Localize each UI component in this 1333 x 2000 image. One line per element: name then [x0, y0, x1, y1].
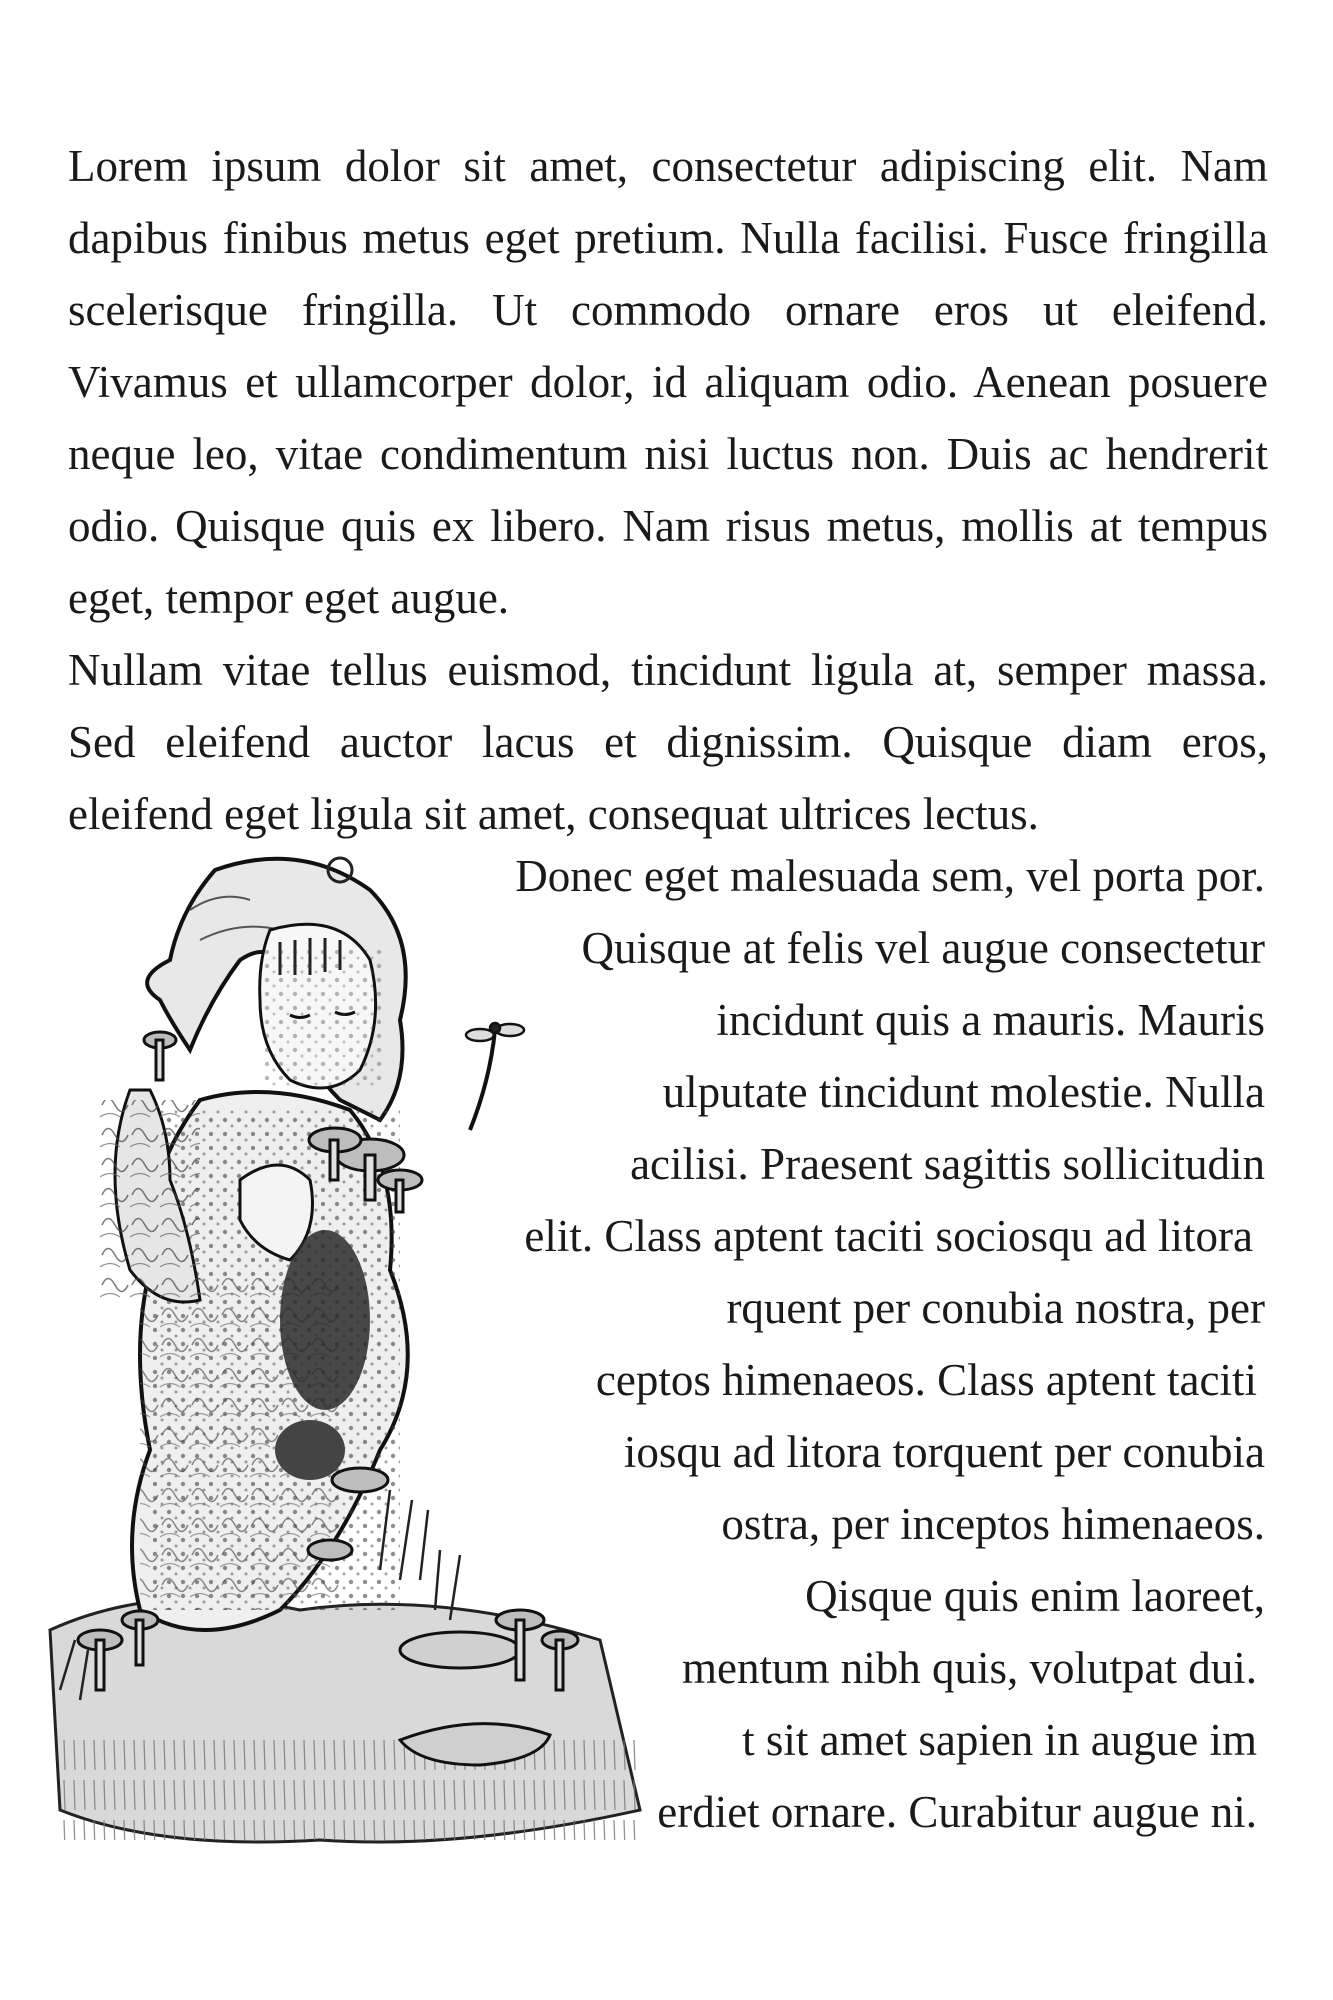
wrapped-line: ceptos himenaeos. Class aptent taciti	[595, 1355, 1257, 1405]
wrapped-line: elit. Class aptent taciti sociosqu ad litora	[524, 1211, 1253, 1261]
paragraph-1: Lorem ipsum dolor sit amet, consectetur adipiscing elit. Nam dapibus finibus metus eget pretium. Nulla facilisi. Fusce fringilla scelerisque fringilla. Ut commodo ornare eros ut eleifend. Vivamus et ullamcorper dolor, id aliquam odio. Aenean posuere neque leo, vitae condimentum nisi luctus non. Duis ac hendrerit odio. Quisque quis ex libero. Nam risus metus, mollis at tempus eget, tempor eget augue.	[68, 141, 1268, 623]
wrapped-line: mentum nibh quis, volutpat dui.	[682, 1643, 1257, 1693]
wrapped-line: acilisi. Praesent sagittis sollicitudin	[630, 1139, 1265, 1189]
wrapped-line: Donec eget malesuada sem, vel porta por.	[515, 851, 1265, 901]
wrapped-line: t sit amet sapien in augue im	[742, 1715, 1257, 1765]
wrapped-line: incidunt quis a mauris. Mauris	[716, 995, 1265, 1045]
wrapped-line: Qisque quis enim laoreet,	[805, 1571, 1265, 1621]
wrapped-line: iosqu ad litora torquent per conubia	[623, 1427, 1265, 1477]
girl-with-mushrooms-illustration	[40, 850, 680, 1860]
wrapped-line: ulputate tincidunt molestie. Nulla	[662, 1067, 1265, 1117]
dragonfly-icon	[466, 1023, 524, 1130]
paragraph-2: Nullam vitae tellus euismod, tincidunt ligula at, semper massa. Sed eleifend auctor lacus et dignissim. Quisque diam eros, eleifend eget ligula sit amet, consequat ultrices lectus.	[68, 645, 1268, 839]
wrapped-line: erdiet ornare. Curabitur augue ni.	[657, 1787, 1257, 1837]
wrapped-line: Quisque at felis vel augue consectetur	[581, 923, 1265, 973]
wrapped-line: rquent per conubia nostra, per	[726, 1283, 1265, 1333]
wrapped-line: ostra, per inceptos himenaeos.	[721, 1499, 1265, 1549]
